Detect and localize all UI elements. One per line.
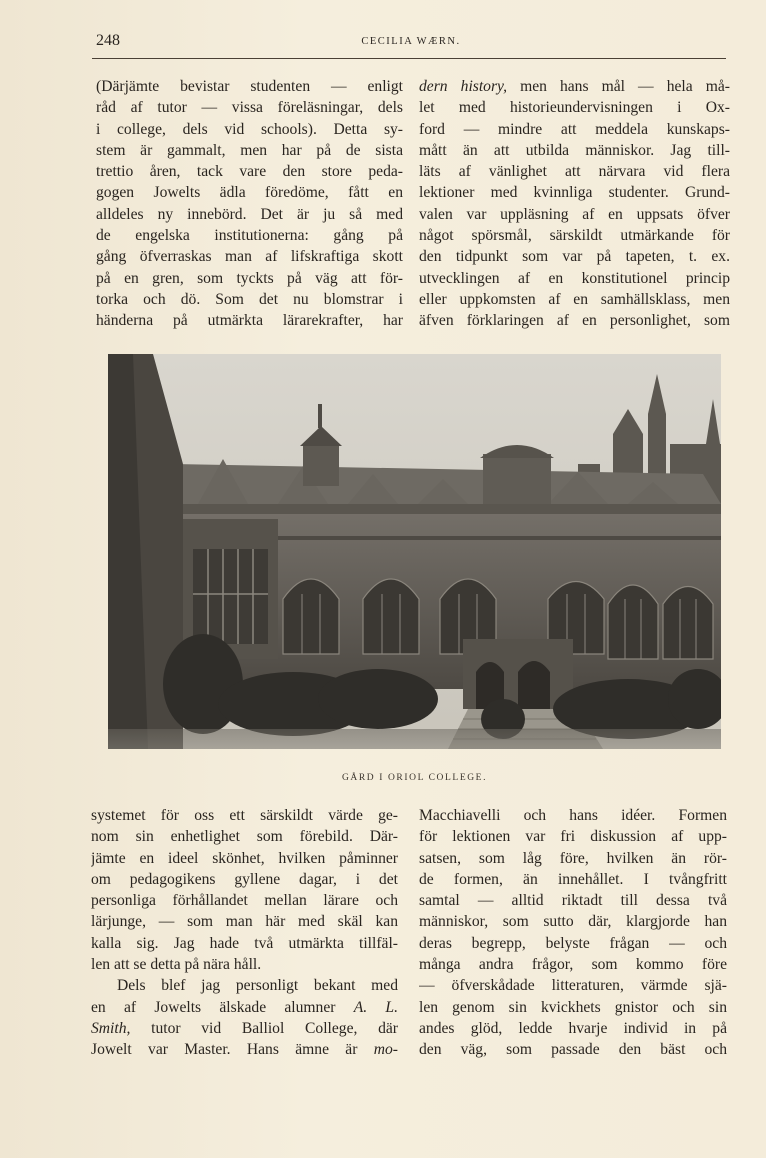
text-line: den väg, som passade den bäst och: [419, 1041, 727, 1059]
text-line: mått än att utbilda människor. Jag till-: [419, 141, 730, 159]
text-line: jämte en ideel skönhet, hvilken påminner: [91, 849, 398, 867]
text-line: stem är gammalt, men har på de sista: [96, 141, 403, 159]
text-line: [419, 76, 730, 97]
page-header: [96, 32, 726, 54]
text-line: lektioner med kvinnliga studenter. Grund-: [419, 184, 730, 202]
text-line: äfven förklaringen af en personlighet, som: [419, 312, 730, 330]
text-line: — öfverskådade litteraturen, värmde sjä-: [419, 977, 727, 995]
college-courtyard-photograph: [108, 354, 721, 749]
text-line: lärjunge, — som man här med skäl kan: [91, 913, 398, 931]
text-line: Dels blef jag personligt bekant med: [117, 977, 398, 995]
text-line: Macchiavelli och hans idéer. Formen: [419, 807, 727, 824]
text-line: personliga förhållandet mellan lärare och: [91, 892, 398, 910]
text-line: gogen Jowelts ädla föredöme, fått en: [96, 184, 403, 202]
text-line: [91, 1018, 398, 1039]
text-line: alldeles ny innebörd. Det är ju så med: [96, 205, 403, 223]
text-line: läts af vänlighet att närvara vid flera: [419, 163, 730, 181]
text-line: de formen, än innehållet. I tvångfritt: [419, 870, 727, 888]
text-line: många andra frågor, som kommo före: [419, 956, 727, 974]
figure-caption: GÅRD I ORIOL COLLEGE.: [341, 773, 488, 783]
text-line: om pedagogikens gyllene dagar, i det: [91, 870, 398, 888]
text-fragment: en af Jowelts älskade alumner: [91, 998, 336, 1016]
header-rule: [92, 58, 726, 59]
italic-name: Smith,: [91, 1019, 131, 1037]
text-line: råd af tutor — vissa föreläsningar, dels: [96, 99, 403, 117]
page-number: 248: [96, 32, 120, 49]
text-line: den tidpunkt som var på tapeten, t. ex.: [419, 248, 730, 266]
text-fragment: tutor vid Balliol College, där: [151, 1019, 398, 1037]
text-line: händerna på utmärkta lärarekrafter, har: [96, 312, 403, 330]
text-line: deras begrepp, belyste frågan — och: [419, 934, 727, 952]
text-column-bottom-left: [91, 805, 398, 1061]
italic-title: dern history,: [419, 78, 507, 95]
text-line: satsen, som låg före, hvilken än rör-: [419, 849, 727, 867]
text-line: gång öfverraskas man af lifskraftiga skott: [96, 248, 403, 266]
text-line: let med historieundervisningen i Ox-: [419, 99, 730, 117]
italic-word: mo-: [373, 1041, 398, 1059]
text-fragment: Jowelt var Master. Hans ämne är: [91, 1041, 358, 1059]
text-line: andes glöd, ledde hvarje individ in på: [419, 1019, 727, 1037]
text-line: samtal — alltid riktadt till dessa två: [419, 892, 727, 910]
photograph-illustration: [108, 354, 721, 749]
text-line: för lektionen var fri diskussion af upp-: [419, 828, 727, 846]
text-line: [91, 997, 398, 1018]
italic-name: A. L.: [353, 998, 398, 1016]
text-line: len att se detta på nära håll.: [91, 956, 262, 974]
text-fragment: men hans mål — hela må-: [520, 78, 730, 95]
text-line: de engelska institutionerna: gång på: [96, 227, 403, 245]
text-line: len genom sin kvickhets gnistor och sin: [419, 998, 727, 1016]
text-column-top-right: [419, 76, 730, 332]
text-line: systemet för oss ett särskildt värde ge-: [91, 807, 398, 824]
text-column-bottom-right: [419, 805, 727, 1061]
text-line: kalla sig. Jag hade två utmärkta tillfäl-: [91, 934, 398, 952]
text-line: nom sin enhetlighet som förebild. Där-: [91, 828, 398, 846]
text-column-top-left: [96, 76, 403, 332]
text-line: i college, dels vid schools). Detta sy-: [96, 120, 403, 138]
text-line: utvecklingen af en konstitutionel princip: [419, 269, 730, 287]
text-line: trettio åren, tack vare den store peda-: [96, 163, 403, 181]
text-line: torka och dö. Som det nu blomstrar i: [96, 290, 403, 308]
text-line: människor, som sutto där, klargjorde han: [419, 913, 727, 931]
text-line: [91, 1039, 398, 1060]
text-line: på en gren, som tyckts på väg att för-: [96, 269, 403, 287]
text-line: något spörsmål, särskildt utmärkande för: [419, 227, 730, 245]
text-line: eller uppkomsten af en samhällsklass, men: [419, 290, 730, 308]
text-line: ford — mindre att meddela kunskaps-: [419, 120, 730, 138]
running-head: CECILIA WÆRN.: [361, 36, 461, 47]
text-line: valen var uppläsning af en uppsats öfver: [419, 205, 730, 223]
text-line: (Därjämte bevistar studenten — enligt: [96, 78, 403, 95]
